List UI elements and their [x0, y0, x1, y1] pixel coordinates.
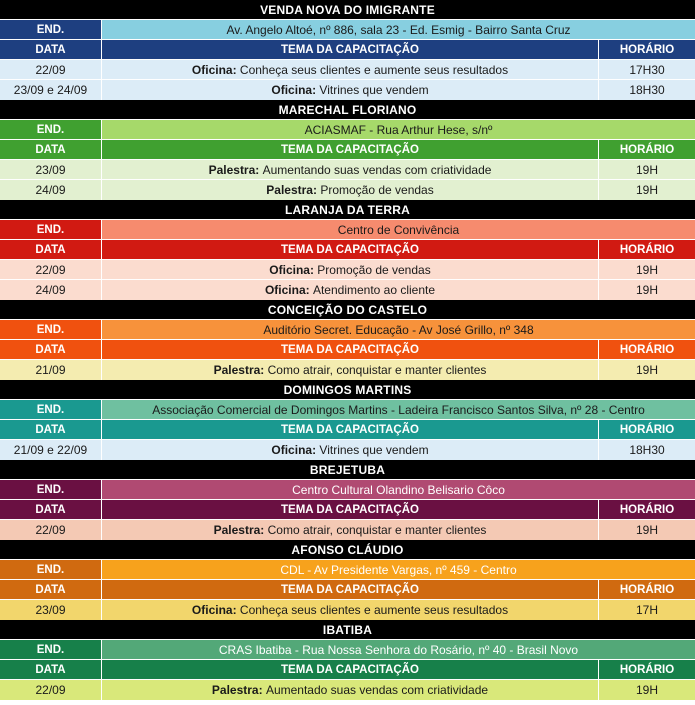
header-data: DATA: [0, 420, 102, 439]
header-tema: TEMA DA CAPACITAÇÃO: [102, 240, 599, 259]
city-title: LARANJA DA TERRA: [0, 200, 695, 219]
event-topic-text: Conheça seus clientes e aumente seus resultados: [239, 603, 509, 617]
address-value: CDL - Av Presidente Vargas, nº 459 - Centro: [102, 560, 695, 579]
address-value: Av. Angelo Altoé, nº 886, sala 23 - Ed. Esmig - Bairro Santa Cruz: [102, 20, 695, 39]
event-date: 22/09: [0, 60, 102, 79]
city-section: [0, 540, 695, 620]
event-row: [0, 440, 695, 460]
header-data: DATA: [0, 140, 102, 159]
address-label: END.: [0, 20, 102, 39]
city-title-row: [0, 460, 695, 480]
column-header-row: [0, 340, 695, 360]
event-time: 19H: [635, 683, 658, 697]
event-type: Palestra:: [208, 162, 260, 177]
header-data: DATA: [0, 340, 102, 359]
column-header-row: [0, 660, 695, 680]
address-row: [0, 480, 695, 500]
event-topic: [102, 160, 599, 179]
event-row: [0, 680, 695, 700]
event-date: 22/09: [0, 680, 102, 700]
city-title: CONCEIÇÃO DO CASTELO: [0, 300, 695, 319]
event-date: 24/09: [0, 180, 102, 200]
address-row: [0, 400, 695, 420]
event-date: 24/09: [0, 280, 102, 300]
event-topic: [102, 360, 599, 380]
city-title: DOMINGOS MARTINS: [0, 380, 695, 399]
event-topic-text: Aumentado suas vendas com criatividade: [265, 683, 489, 697]
city-title-row: [0, 100, 695, 120]
city-section: [0, 0, 695, 100]
address-label: END.: [0, 220, 102, 239]
header-horario: HORÁRIO: [599, 40, 695, 59]
header-tema: TEMA DA CAPACITAÇÃO: [102, 40, 599, 59]
event-date: 21/09: [0, 360, 102, 380]
event-time: 19H: [635, 162, 658, 177]
event-topic: [102, 600, 599, 620]
address-label: END.: [0, 120, 102, 139]
city-title-row: [0, 620, 695, 640]
header-data: DATA: [0, 660, 102, 679]
event-topic-text: Aumentando suas vendas com criatividade: [262, 162, 492, 177]
address-row: [0, 120, 695, 140]
address-value: Associação Comercial de Domingos Martins - Ladeira Francisco Santos Silva, nº 28 - Centro: [102, 400, 695, 419]
header-tema: TEMA DA CAPACITAÇÃO: [102, 140, 599, 159]
address-row: [0, 640, 695, 660]
city-section: [0, 620, 695, 700]
event-topic-text: Promoção de vendas: [320, 183, 434, 197]
event-topic: [102, 260, 599, 279]
header-tema: TEMA DA CAPACITAÇÃO: [102, 340, 599, 359]
event-date: 21/09 e 22/09: [0, 440, 102, 460]
event-topic: [102, 440, 599, 460]
address-row: [0, 560, 695, 580]
event-topic-text: Como atrair, conquistar e manter clientes: [267, 523, 487, 537]
address-value: Centro Cultural Olandino Belisario Côco: [102, 480, 695, 499]
header-horario: HORÁRIO: [599, 660, 695, 679]
column-header-row: [0, 500, 695, 520]
header-horario: HORÁRIO: [599, 420, 695, 439]
header-horario: HORÁRIO: [599, 500, 695, 519]
event-date: 23/09 e 24/09: [0, 80, 102, 100]
event-topic: [102, 680, 599, 700]
column-header-row: [0, 140, 695, 160]
column-header-row: [0, 580, 695, 600]
header-tema: TEMA DA CAPACITAÇÃO: [102, 420, 599, 439]
city-title: IBATIBA: [0, 620, 695, 639]
event-time: 19H: [635, 363, 658, 377]
column-header-row: [0, 240, 695, 260]
event-type: Palestra:: [211, 683, 263, 697]
event-topic-text: Promoção de vendas: [317, 262, 431, 277]
event-topic: [102, 280, 599, 300]
address-value: Auditório Secret. Educação - Av José Grillo, nº 348: [102, 320, 695, 339]
column-header-row: [0, 40, 695, 60]
address-row: [0, 220, 695, 240]
column-header-row: [0, 420, 695, 440]
event-topic-text: Como atrair, conquistar e manter clientes: [267, 363, 487, 377]
header-tema: TEMA DA CAPACITAÇÃO: [102, 500, 599, 519]
event-type: Palestra:: [213, 363, 265, 377]
city-title-row: [0, 300, 695, 320]
city-title: MARECHAL FLORIANO: [0, 100, 695, 119]
event-type: Palestra:: [266, 183, 317, 197]
header-horario: HORÁRIO: [599, 140, 695, 159]
event-type: Oficina:: [191, 603, 237, 617]
event-topic-text: Conheça seus clientes e aumente seus resultados: [239, 62, 509, 77]
event-type: Palestra:: [213, 523, 265, 537]
address-label: END.: [0, 400, 102, 419]
event-row: [0, 360, 695, 380]
address-label: END.: [0, 560, 102, 579]
event-time: 18H30: [629, 83, 665, 97]
city-title-row: [0, 540, 695, 560]
event-topic: [102, 80, 599, 100]
event-time: 19H: [635, 262, 658, 277]
header-horario: HORÁRIO: [599, 580, 695, 599]
city-section: [0, 200, 695, 300]
city-title-row: [0, 0, 695, 20]
city-title: VENDA NOVA DO IMIGRANTE: [0, 0, 695, 19]
header-tema: TEMA DA CAPACITAÇÃO: [102, 660, 599, 679]
event-time: 17H: [635, 603, 658, 617]
event-row: [0, 520, 695, 540]
event-topic-text: Vitrines que vendem: [319, 83, 429, 97]
address-label: END.: [0, 480, 102, 499]
city-title: BREJETUBA: [0, 460, 695, 479]
header-data: DATA: [0, 580, 102, 599]
event-type: Oficina:: [264, 283, 310, 297]
address-value: ACIASMAF - Rua Arthur Hese, s/nº: [102, 120, 695, 139]
event-topic: [102, 180, 599, 200]
header-data: DATA: [0, 40, 102, 59]
event-row: [0, 60, 695, 80]
header-data: DATA: [0, 500, 102, 519]
city-section: [0, 380, 695, 460]
header-data: DATA: [0, 240, 102, 259]
event-date: 23/09: [0, 160, 102, 179]
event-type: Oficina:: [191, 62, 237, 77]
header-horario: HORÁRIO: [599, 340, 695, 359]
event-type: Oficina:: [269, 262, 314, 277]
event-row: [0, 180, 695, 200]
event-time: 17H30: [629, 62, 665, 77]
event-row: [0, 160, 695, 180]
event-date: 22/09: [0, 520, 102, 540]
event-row: [0, 260, 695, 280]
event-topic: [102, 60, 599, 79]
address-label: END.: [0, 640, 102, 659]
header-horario: HORÁRIO: [599, 240, 695, 259]
event-type: Oficina:: [271, 83, 317, 97]
city-section: [0, 460, 695, 540]
city-title: AFONSO CLÁUDIO: [0, 540, 695, 559]
address-value: Centro de Convivência: [102, 220, 695, 239]
event-row: [0, 600, 695, 620]
event-date: 23/09: [0, 600, 102, 620]
address-row: [0, 320, 695, 340]
address-label: END.: [0, 320, 102, 339]
header-tema: TEMA DA CAPACITAÇÃO: [102, 580, 599, 599]
event-time: 19H: [635, 283, 658, 297]
event-row: [0, 80, 695, 100]
event-time: 18H30: [629, 443, 665, 457]
city-section: [0, 100, 695, 200]
event-time: 19H: [635, 523, 658, 537]
event-row: [0, 280, 695, 300]
city-title-row: [0, 380, 695, 400]
address-value: CRAS Ibatiba - Rua Nossa Senhora do Rosário, nº 40 - Brasil Novo: [102, 640, 695, 659]
event-topic-text: Atendimento ao cliente: [312, 283, 436, 297]
event-time: 19H: [635, 183, 658, 197]
address-row: [0, 20, 695, 40]
event-type: Oficina:: [271, 443, 317, 457]
event-topic: [102, 520, 599, 540]
city-title-row: [0, 200, 695, 220]
event-topic-text: Vitrines que vendem: [319, 443, 429, 457]
event-date: 22/09: [0, 260, 102, 279]
city-section: [0, 300, 695, 380]
